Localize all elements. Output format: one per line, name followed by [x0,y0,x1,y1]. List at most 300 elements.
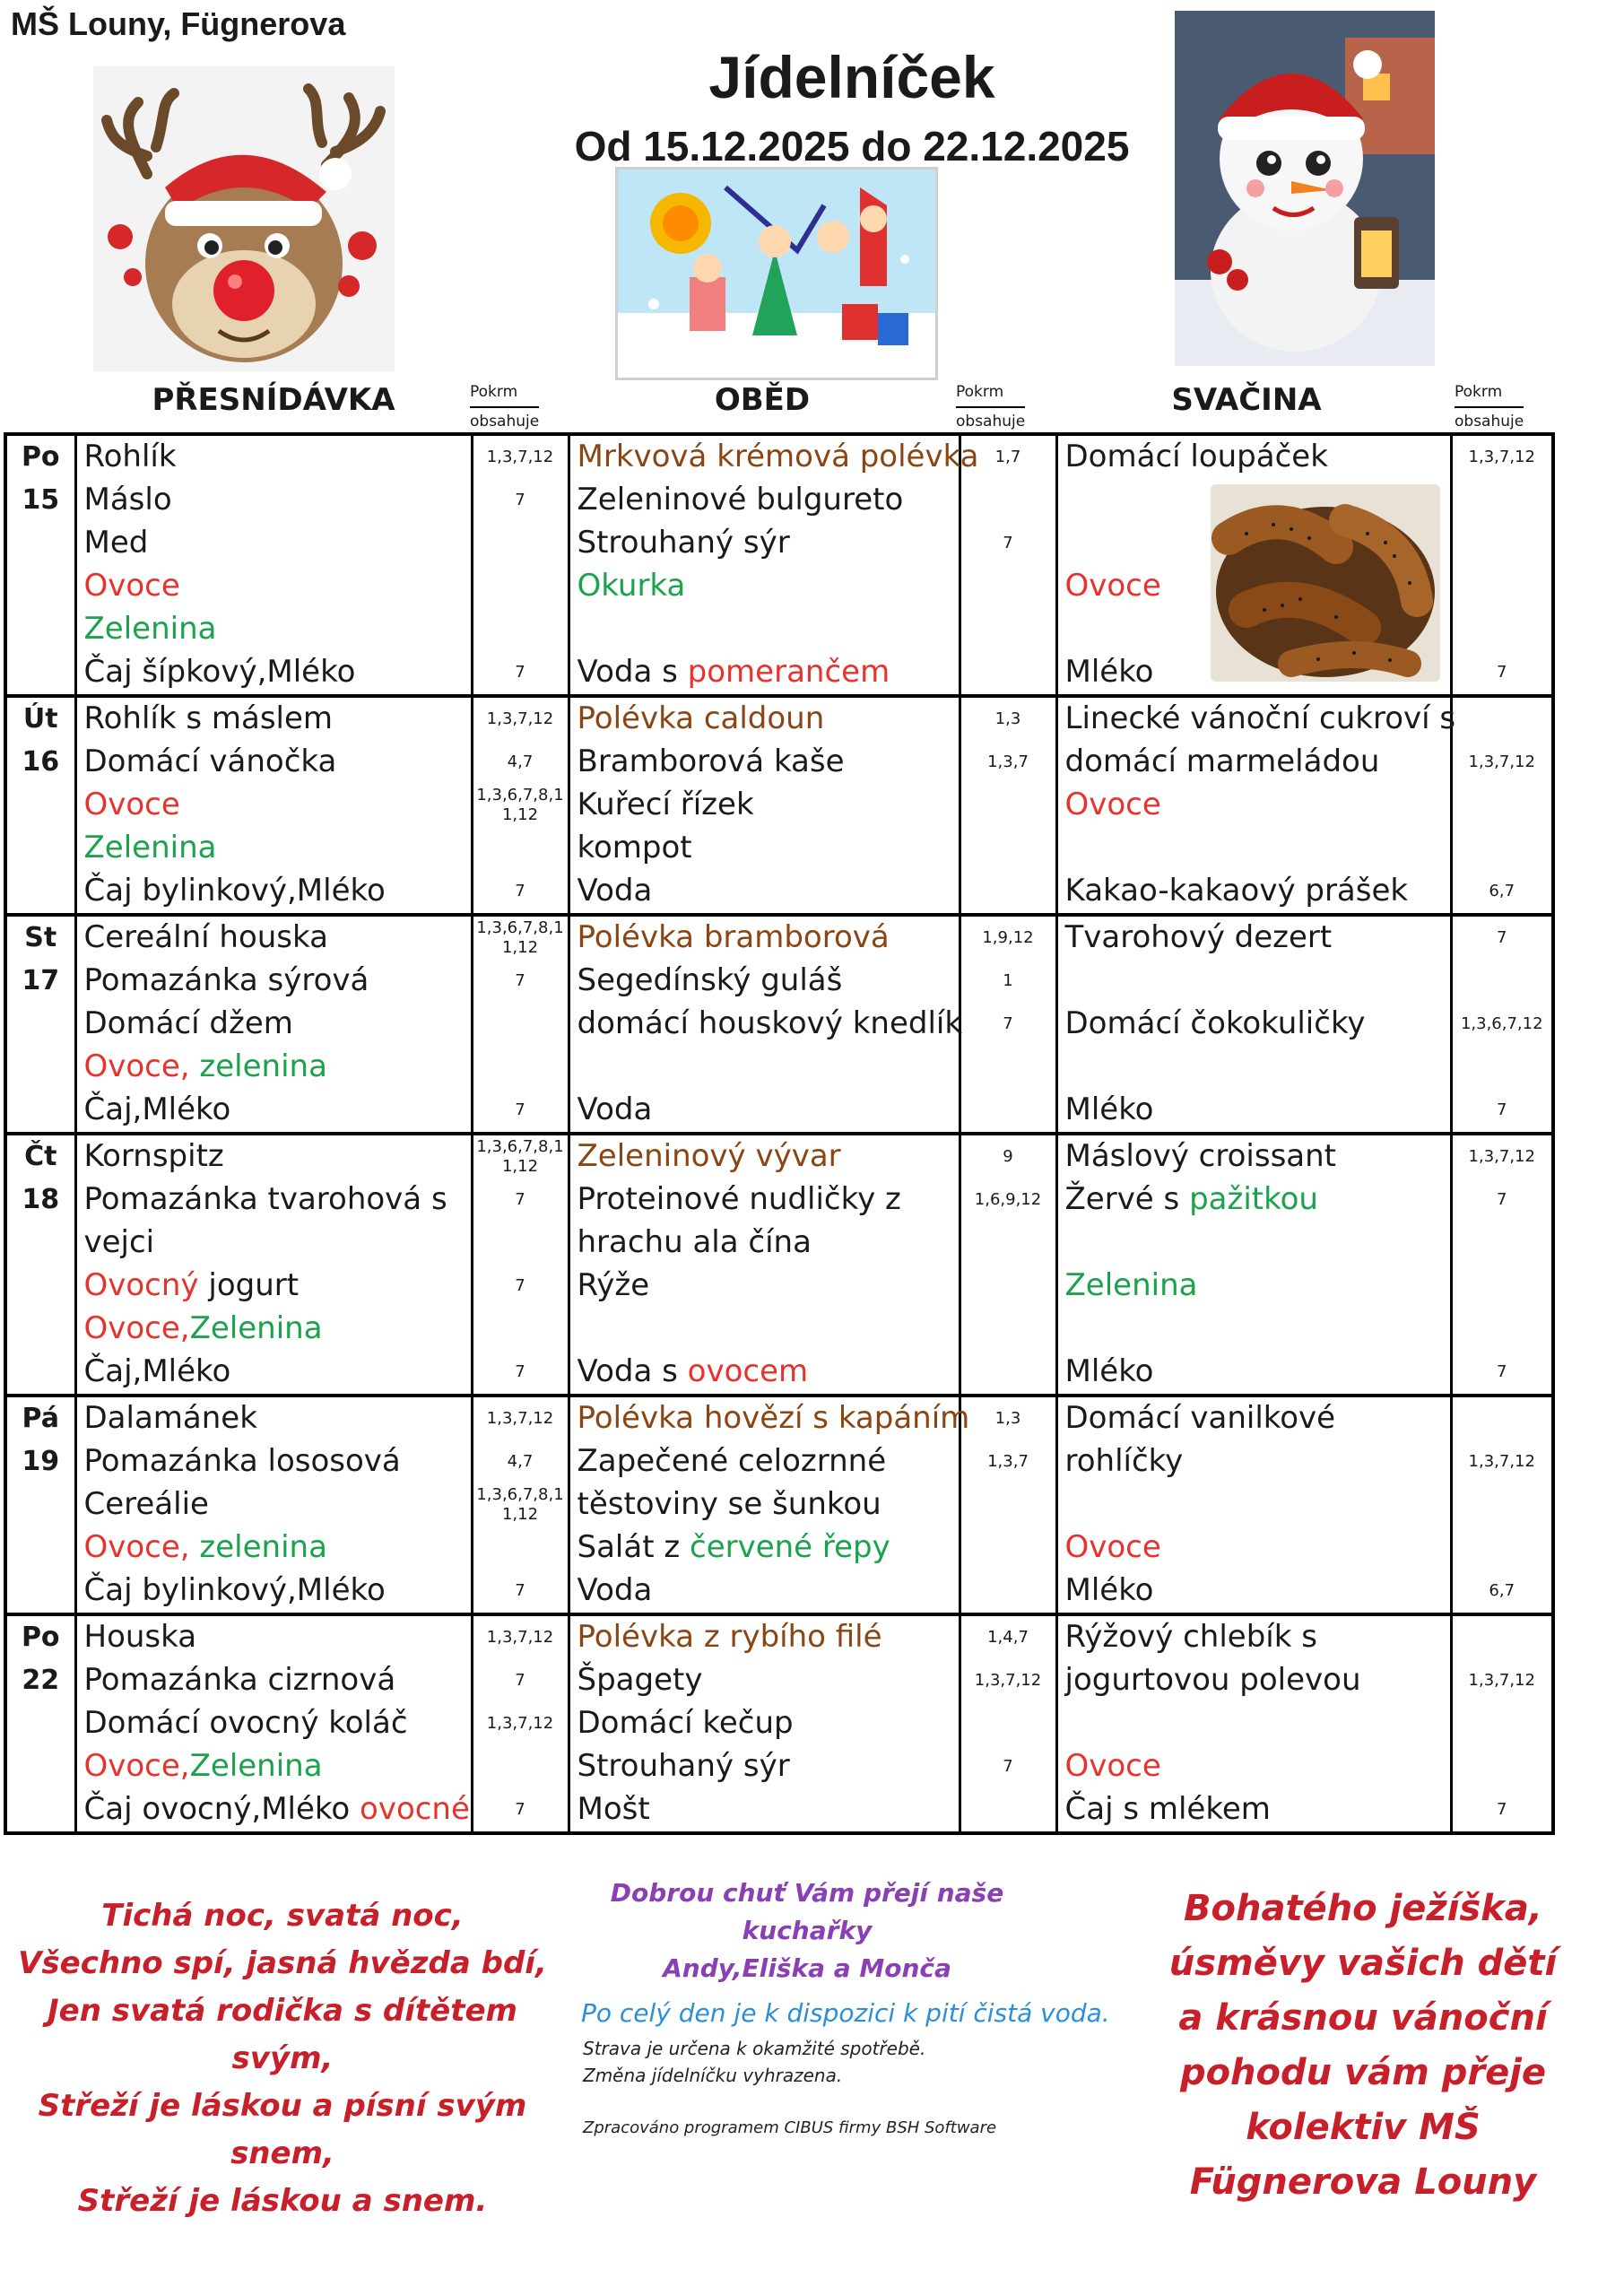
day-label [5,1570,75,1614]
breakfast-item: Dalamánek [75,1396,472,1440]
change-note: Změna jídelníčku vyhrazena. [583,2065,843,2086]
day-label [5,784,75,827]
lunch-allergens [960,1089,1056,1134]
lunch-allergens: 7 [960,1745,1056,1788]
lunch-item: Špagety [569,1659,960,1702]
snack-item: Zelenina [1056,1265,1451,1308]
lunch-item-part: Voda s [577,654,688,691]
lunch-allergens: 7 [960,522,1056,565]
breakfast-item: Rohlík s máslem [75,696,472,741]
lunch-item: Rýže [569,1265,960,1308]
breakfast-allergens [472,522,569,565]
breakfast-item: Domácí vánočka [75,741,472,784]
lunch-allergens [960,1265,1056,1308]
day-label [5,565,75,608]
breakfast-item [75,1265,472,1308]
menu-row [5,1659,1553,1702]
allergen-header-line2: obsahuje [1455,406,1524,436]
menu-row [5,915,1553,960]
breakfast-allergens: 1,3,7,12 [472,1614,569,1659]
day-label [5,608,75,651]
menu-row [5,827,1553,870]
lunch-item: Voda [569,1570,960,1614]
breakfast-allergens [472,608,569,651]
breakfast-item: Pomazánka sýrová [75,960,472,1003]
breakfast-item-part: Ovocný [83,1267,199,1304]
breakfast-item-part: Zelenina [189,1310,323,1347]
snack-allergens: 6,7 [1489,882,1515,901]
day-label [5,870,75,915]
breakfast-allergens: 7 [472,1265,569,1308]
lunch-item: Mošt [569,1788,960,1833]
breakfast-allergens: 7 [472,1570,569,1614]
breakfast-item: Domácí ovocný koláč [75,1702,472,1745]
day-label [5,1483,75,1526]
breakfast-item: Rohlík [75,434,472,479]
breakfast-item-part: Zelenina [189,1748,323,1785]
snack-allergens [1451,1614,1553,1659]
lunch-item-part: ovocem [687,1353,809,1390]
cooks-line: Andy,Eliška a Monča [663,1953,951,1983]
day-label [5,1788,75,1833]
menu-row [5,784,1553,827]
day-label: St [5,915,75,960]
cooks-line: Dobrou chuť Vám přejí naše kuchařky [610,1878,1004,1945]
breakfast-item: Domácí džem [75,1003,472,1046]
allergen-header-line2: obsahuje [470,406,539,436]
breakfast-item-part: jogurt [198,1267,300,1304]
day-label [5,1222,75,1265]
lunch-item: Domácí kečup [569,1702,960,1745]
snack-item [1056,1178,1451,1222]
snack-item: Čaj s mlékem [1056,1788,1451,1833]
breakfast-item: Čaj bylinkový,Mléko [75,1570,472,1614]
lunch-allergens [960,870,1056,915]
breakfast-item-part: Ovoce, [83,1310,190,1347]
snack-allergens [1451,960,1553,1003]
lunch-item: Strouhaný sýr [569,522,960,565]
snack-item: Linecké vánoční cukroví s [1056,696,1451,741]
lunch-item: Polévka bramborová [569,915,960,960]
snack-allergens: 7 [1497,663,1507,683]
breakfast-item: Med [75,522,472,565]
breakfast-item: Cereální houska [75,915,472,960]
day-label [5,522,75,565]
allergen-header-lunch [956,378,1025,436]
snack-item [1056,960,1451,1003]
breakfast-item: Čaj šípkový,Mléko [75,651,472,696]
day-label: 16 [5,741,75,784]
breakfast-item-part: Ovoce, [83,1748,190,1785]
day-label: 22 [5,1659,75,1702]
lunch-allergens: 1,7 [960,434,1056,479]
snack-item [1056,1308,1451,1351]
day-label [5,1526,75,1570]
reindeer-illustration [93,66,395,371]
snack-item: jogurtovou polevou [1056,1659,1451,1702]
menu-row [5,1396,1553,1440]
menu-row [5,1570,1553,1614]
poppy-seed-pastry-photo [1211,484,1440,682]
breakfast-allergens [472,1745,569,1788]
snowman-illustration [1175,11,1435,366]
snack-allergens: 1,3,7,12 [1468,752,1535,772]
menu-row [5,1526,1553,1570]
breakfast-item: Pomazánka lososová [75,1440,472,1483]
lunch-allergens [960,1570,1056,1614]
lunch-item [569,1526,960,1570]
menu-row [5,1440,1553,1483]
menu-row [5,434,1553,479]
snack-item: Domácí vanilkové [1056,1396,1451,1440]
lunch-allergens: 1,3 [960,1396,1056,1440]
menu-row [5,1483,1553,1526]
breakfast-allergens: 1,3,7,12 [472,1396,569,1440]
lunch-allergens [960,784,1056,827]
lunch-item: Proteinové nudličky z [569,1178,960,1222]
breakfast-item [75,1526,472,1570]
lunch-allergens: 1,3,7 [960,1440,1056,1483]
software-credit: Zpracováno programem CIBUS firmy BSH Software [583,2118,997,2137]
snack-item: Mléko [1056,1570,1451,1614]
breakfast-allergens: 7 [472,1659,569,1702]
menu-row [5,1745,1553,1788]
lunch-allergens [960,608,1056,651]
lunch-allergens [960,565,1056,608]
poem-line: Střeží je láskou a písní svým snem, [38,2088,527,2171]
lunch-item [569,1308,960,1351]
snack-item [1056,827,1451,870]
snack-item: domácí marmeládou [1056,741,1451,784]
snack-allergens [1451,1396,1553,1440]
water-notice: Po celý den je k dispozici k pití čistá voda. [581,1998,1110,2028]
day-label [5,1003,75,1046]
breakfast-allergens: 7 [472,960,569,1003]
lunch-allergens [960,1526,1056,1570]
breakfast-allergens: 7 [472,870,569,915]
poem-line: Tichá noc, svatá noc, [101,1898,464,1934]
lunch-allergens [960,827,1056,870]
menu-row [5,1265,1553,1308]
snack-allergens [1451,827,1553,870]
lunch-item: Bramborová kaše [569,741,960,784]
snack-item: Mléko [1056,1089,1451,1134]
wish-line: úsměvy vašich dětí [1168,1943,1558,1984]
breakfast-item: Čaj,Mléko [75,1089,472,1134]
lunch-item: Mrkvová krémová polévka [569,434,960,479]
menu-row [5,1134,1553,1178]
lunch-allergens: 9 [960,1134,1056,1178]
snack-allergens: 1,3,7,12 [1468,1671,1535,1691]
lunch-item: hrachu ala čína [569,1222,960,1265]
poem-line: Všechno spí, jasná hvězda bdí, [18,1945,547,1981]
snack-allergens: 6,7 [1489,1581,1515,1601]
breakfast-item: Ovoce [75,565,472,608]
lunch-item: Polévka caldoun [569,696,960,741]
snack-allergens [1451,1046,1553,1089]
lunch-allergens [960,651,1056,696]
staff-wish [1157,1882,1569,2210]
allergen-header-line1: Pokrm [956,383,1004,401]
day-label [5,1046,75,1089]
wish-line: pohodu vám přeje [1179,2052,1547,2093]
snack-item: Ovoce [1056,784,1451,827]
breakfast-allergens: 7 [472,1788,569,1833]
breakfast-item-part: Ovoce, [83,1048,200,1085]
breakfast-item-part: ovocné [360,1791,470,1828]
breakfast-allergens: 1,3,6,7,8,1 1,12 [472,784,569,827]
poem-line: Jen svatá rodička s dítětem svým, [48,1993,517,2076]
breakfast-item-part: zelenina [199,1048,327,1085]
breakfast-allergens [472,827,569,870]
breakfast-item: Pomazánka tvarohová s [75,1178,472,1222]
day-label [5,1351,75,1396]
snack-item: Tvarohový dezert [1056,915,1451,960]
lunch-item: Zapečené celozrnné [569,1440,960,1483]
snack-allergens: 7 [1451,915,1553,960]
breakfast-allergens: 4,7 [472,1440,569,1483]
menu-row [5,1351,1553,1396]
snack-item: Rýžový chlebík s [1056,1614,1451,1659]
christmas-poem [9,1892,556,2225]
menu-row [5,741,1553,784]
breakfast-allergens: 7 [472,1178,569,1222]
day-label [5,1702,75,1745]
lunch-item [569,608,960,651]
breakfast-item-part: zelenina [199,1529,327,1566]
column-header-breakfast: PŘESNÍDÁVKA [152,382,395,418]
lunch-allergens: 1,3,7 [960,741,1056,784]
lunch-allergens: 1,4,7 [960,1614,1056,1659]
lunch-allergens: 7 [960,1003,1056,1046]
day-label: Pá [5,1396,75,1440]
cooks-greeting [556,1874,1058,1987]
snack-allergens: 7 [1497,1362,1507,1382]
lunch-item: Voda [569,870,960,915]
column-header-lunch: OBĚD [714,382,811,418]
snack-item [1056,1483,1451,1526]
lunch-item: Okurka [569,565,960,608]
breakfast-allergens: 7 [472,479,569,522]
breakfast-allergens: 4,7 [472,741,569,784]
breakfast-allergens: 7 [472,651,569,696]
day-label [5,1308,75,1351]
menu-row [5,1089,1553,1134]
allergen-header-snack [1455,378,1524,436]
snack-item [1056,1222,1451,1265]
breakfast-allergens: 1,3,7,12 [472,696,569,741]
menu-row [5,696,1553,741]
snack-item: Máslový croissant [1056,1134,1451,1178]
breakfast-allergens [472,1308,569,1351]
children-christmas-painting [615,167,938,380]
menu-row [5,1222,1553,1265]
lunch-item [569,1351,960,1396]
snack-item: Domácí čokokuličky [1056,1003,1451,1046]
snack-allergens: 1,3,7,12 [1468,448,1535,467]
breakfast-item: Kornspitz [75,1134,472,1178]
lunch-allergens [960,1483,1056,1526]
snack-allergens [1451,1526,1553,1570]
lunch-item-part: červené řepy [690,1529,890,1566]
day-label: 19 [5,1440,75,1483]
breakfast-allergens [472,565,569,608]
snack-allergens [1451,479,1553,522]
breakfast-allergens [472,1526,569,1570]
column-header-snack: SVAČINA [1171,382,1322,418]
breakfast-allergens [472,1003,569,1046]
poem-line: Střeží je láskou a snem. [77,2183,488,2219]
snack-allergens: 1,3,7,12 [1468,1452,1535,1472]
snack-allergens [1451,522,1553,565]
breakfast-item-part: Čaj ovocný,Mléko [83,1791,360,1828]
snack-allergens [1451,1222,1553,1265]
wish-line: Bohatého ježíška, [1184,1888,1542,1929]
day-label [5,1745,75,1788]
lunch-item: domácí houskový knedlík [569,1003,960,1046]
snack-allergens [1451,696,1553,741]
breakfast-allergens [472,1046,569,1089]
allergen-header-line1: Pokrm [470,383,518,401]
lunch-allergens: 1 [960,960,1056,1003]
lunch-allergens [960,1702,1056,1745]
lunch-item: Kuřecí řízek [569,784,960,827]
breakfast-allergens [472,1222,569,1265]
allergen-header-line1: Pokrm [1455,383,1503,401]
breakfast-allergens: 7 [472,1089,569,1134]
lunch-item-part: Salát z [577,1529,690,1566]
lunch-allergens: 1,3 [960,696,1056,741]
breakfast-item-part: Ovoce, [83,1529,200,1566]
menu-row [5,1308,1553,1351]
day-label: 18 [5,1178,75,1222]
breakfast-item [75,1745,472,1788]
food-note: Strava je určena k okamžité spotřebě. [583,2038,926,2059]
breakfast-item: Zelenina [75,608,472,651]
snack-item-part: pažitkou [1189,1181,1318,1218]
snack-allergens [1451,1745,1553,1788]
lunch-allergens [960,479,1056,522]
menu-row [5,1788,1553,1833]
day-label: Út [5,696,75,741]
lunch-item: Polévka z rybího filé [569,1614,960,1659]
snack-item: Domácí loupáček [1056,434,1451,479]
breakfast-allergens: 1,3,7,12 [472,1702,569,1745]
snack-allergens [1451,1265,1553,1308]
snack-item: Mléko [1056,651,1451,696]
day-label: 15 [5,479,75,522]
snack-allergens [1451,608,1553,651]
day-label [5,1089,75,1134]
day-label: Po [5,1614,75,1659]
breakfast-allergens: 7 [472,1351,569,1396]
breakfast-item: Zelenina [75,827,472,870]
lunch-item: kompot [569,827,960,870]
wish-line: a krásnou vánoční [1178,1997,1548,2039]
allergen-header-breakfast [470,378,539,436]
breakfast-item: Ovoce [75,784,472,827]
breakfast-allergens: 1,3,6,7,8,1 1,12 [472,1483,569,1526]
lunch-item [569,651,960,696]
lunch-allergens [960,1308,1056,1351]
menu-row [5,870,1553,915]
lunch-item: těstoviny se šunkou [569,1483,960,1526]
menu-row [5,1178,1553,1222]
lunch-item: Zeleninové bulgureto [569,479,960,522]
snack-item: rohlíčky [1056,1440,1451,1483]
snack-allergens [1451,1483,1553,1526]
lunch-allergens: 1,3,7,12 [960,1659,1056,1702]
lunch-item: Strouhaný sýr [569,1745,960,1788]
snack-allergens: 7 [1497,1800,1507,1820]
breakfast-allergens: 1,3,6,7,8,1 1,12 [472,1134,569,1178]
snack-item: Ovoce [1056,1745,1451,1788]
snack-item: Mléko [1056,1351,1451,1396]
snack-allergens [1451,1308,1553,1351]
lunch-allergens: 1,6,9,12 [960,1178,1056,1222]
menu-row [5,1614,1553,1659]
breakfast-item: Máslo [75,479,472,522]
breakfast-allergens: 1,3,6,7,8,1 1,12 [472,915,569,960]
breakfast-allergens: 1,3,7,12 [472,434,569,479]
breakfast-item: Houska [75,1614,472,1659]
snack-item: Kakao-kakaový prášek [1056,870,1451,915]
lunch-item: Segedínský guláš [569,960,960,1003]
day-label [5,827,75,870]
wish-line: kolektiv MŠ [1246,2107,1481,2148]
breakfast-item: Čaj bylinkový,Mléko [75,870,472,915]
menu-row [5,1702,1553,1745]
snack-allergens: 1,3,6,7,12 [1460,1014,1543,1034]
breakfast-item: Čaj,Mléko [75,1351,472,1396]
snack-allergens [1451,784,1553,827]
lunch-item: Zeleninový vývar [569,1134,960,1178]
menu-row [5,960,1553,1003]
lunch-allergens [960,1351,1056,1396]
snack-item: Ovoce [1056,1526,1451,1570]
snack-item [1056,1702,1451,1745]
day-label: Po [5,434,75,479]
day-label: Čt [5,1134,75,1178]
lunch-item [569,1046,960,1089]
lunch-item: Voda [569,1089,960,1134]
snack-item-part: Žervé s [1064,1181,1190,1218]
school-name: MŠ Louny, Fügnerova [11,5,346,42]
wish-line: Fügnerova Louny [1189,2161,1537,2203]
lunch-item-part: pomerančem [687,654,890,691]
snack-allergens [1451,1702,1553,1745]
snack-allergens: 7 [1497,1190,1507,1210]
breakfast-item: Pomazánka cizrnová [75,1659,472,1702]
breakfast-item [75,1788,472,1833]
menu-period: Od 15.12.2025 do 22.12.2025 [574,123,1130,170]
lunch-allergens [960,1222,1056,1265]
lunch-allergens: 1,9,12 [960,915,1056,960]
snack-allergens: 7 [1497,1100,1507,1120]
lunch-allergens [960,1046,1056,1089]
lunch-item: Polévka hovězí s kapáním [569,1396,960,1440]
breakfast-item: vejci [75,1222,472,1265]
snack-item: Ovoce [1056,565,1451,608]
breakfast-item [75,1046,472,1089]
lunch-allergens [960,1788,1056,1833]
breakfast-item [75,1308,472,1351]
page-title: Jídelníček [708,44,995,110]
snack-allergens: 1,3,7,12 [1451,1134,1553,1178]
day-label [5,651,75,696]
breakfast-item: Cereálie [75,1483,472,1526]
snack-allergens [1451,565,1553,608]
